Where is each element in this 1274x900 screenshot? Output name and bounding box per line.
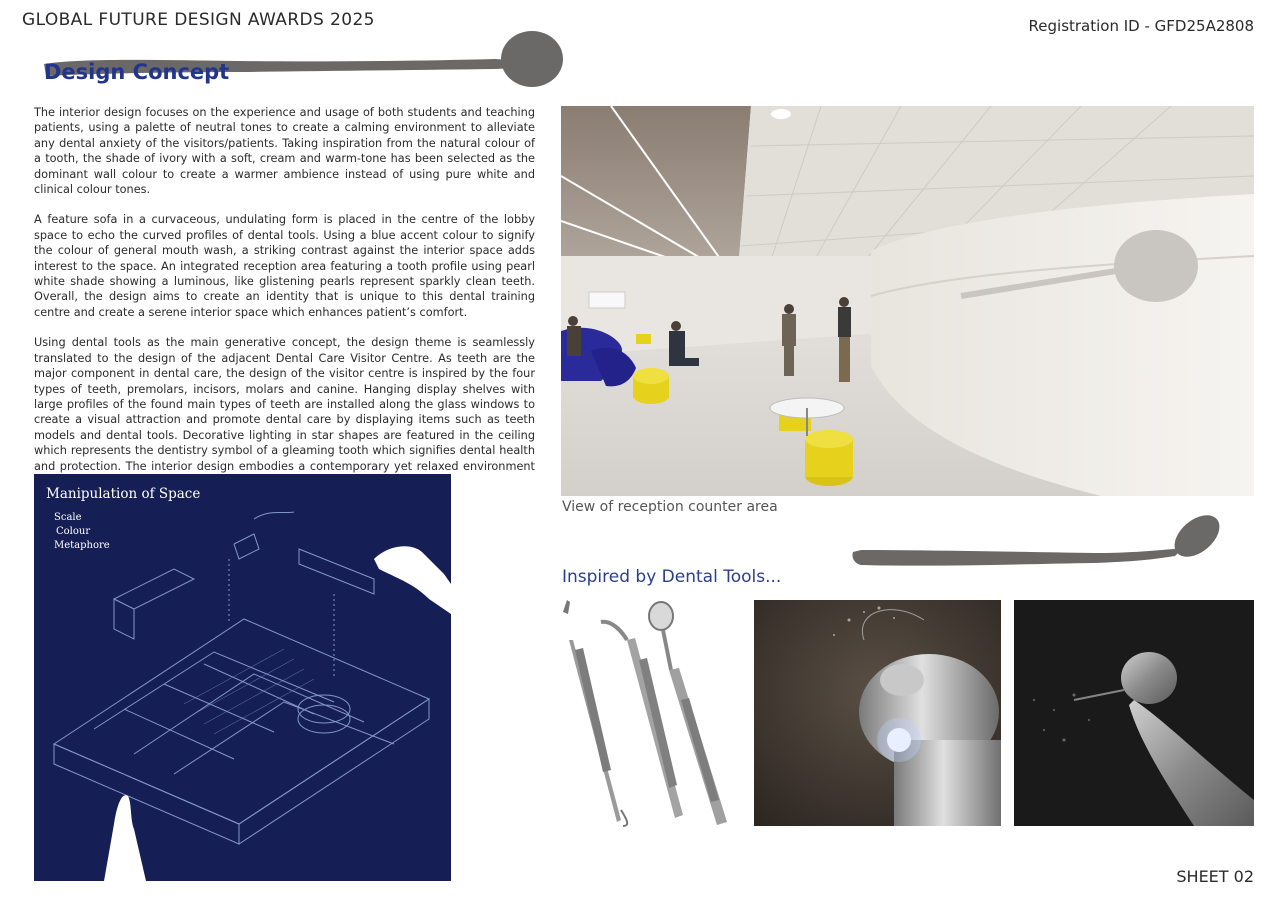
reception-render-image [561, 106, 1254, 496]
concept-paragraph-2: A feature sofa in a curvaceous, undulating form is placed in the centre of the lobby space to echo the curved profiles of dental tools. Using a blue accent colour to signify the colour of general mouth wash, a striking contrast against the interior space adds interest to the space. An integrated reception area featuring a tooth profile using pearl white shade showing a luminous, like glistening pearls represent sparkly clean teeth. Overall, the design aims to create an identity that is unique to this dental training centre and create a serene interior space which enhances patient’s comfort. [34, 213, 535, 319]
dental-tools-image [561, 600, 741, 828]
inspired-heading: Inspired by Dental Tools... [562, 567, 782, 587]
diagram-item-colour: Colour [56, 526, 91, 537]
event-title: GLOBAL FUTURE DESIGN AWARDS 2025 [22, 10, 375, 30]
manipulation-of-space-diagram [34, 474, 451, 881]
sheet-number: SHEET 02 [1176, 867, 1254, 886]
dental-drill-photo-1 [754, 600, 1001, 826]
diagram-item-metaphore: Metaphore [54, 540, 110, 551]
diagram-item-scale: Scale [54, 512, 82, 523]
concept-paragraph-1: The interior design focuses on the experience and usage of both students and teaching patients, using a palette of neutral tones to create a calming environment to alleviate any dental anxiety of the visitors/patients. Taking inspiration from the natural colour of a tooth, the shade of ivory with a soft, cream and warm-tone has been selected as the dominant wall colour to create a warmer ambience instead of using pure white and clinical colour tones. [34, 106, 535, 197]
concept-paragraph-3: Using dental tools as the main generative concept, the design theme is seamlessly translated to the design of the adjacent Dental Care Visitor Centre. As teeth are the major component in dental care, the design of the visitor centre is inspired by the four types of teeth, premolars, incisors, molars and canine. Hanging display shelves with large profiles of the found main types of teeth are installed along the glass windows to create a visual attraction and promote dental care by displaying items such as teeth models and dental tools. Decorative lighting in star shapes are featured in the ceiling which represents the dentistry symbol of a gleaming tooth which signifies dental health and protection. The interior design embodies a contemporary yet relaxed environment [34, 336, 535, 473]
diagram-title: Manipulation of Space [46, 486, 201, 502]
registration-id: Registration ID - GFD25A2808 [1028, 17, 1254, 35]
design-concept-text [34, 105, 535, 504]
design-concept-title: Design Concept [44, 60, 230, 84]
dental-mirror-graphic-mid [845, 512, 1225, 574]
dental-drill-photo-2 [1014, 600, 1254, 826]
render-caption: View of reception counter area [562, 499, 778, 515]
isometric-plan-drawing [34, 474, 451, 881]
